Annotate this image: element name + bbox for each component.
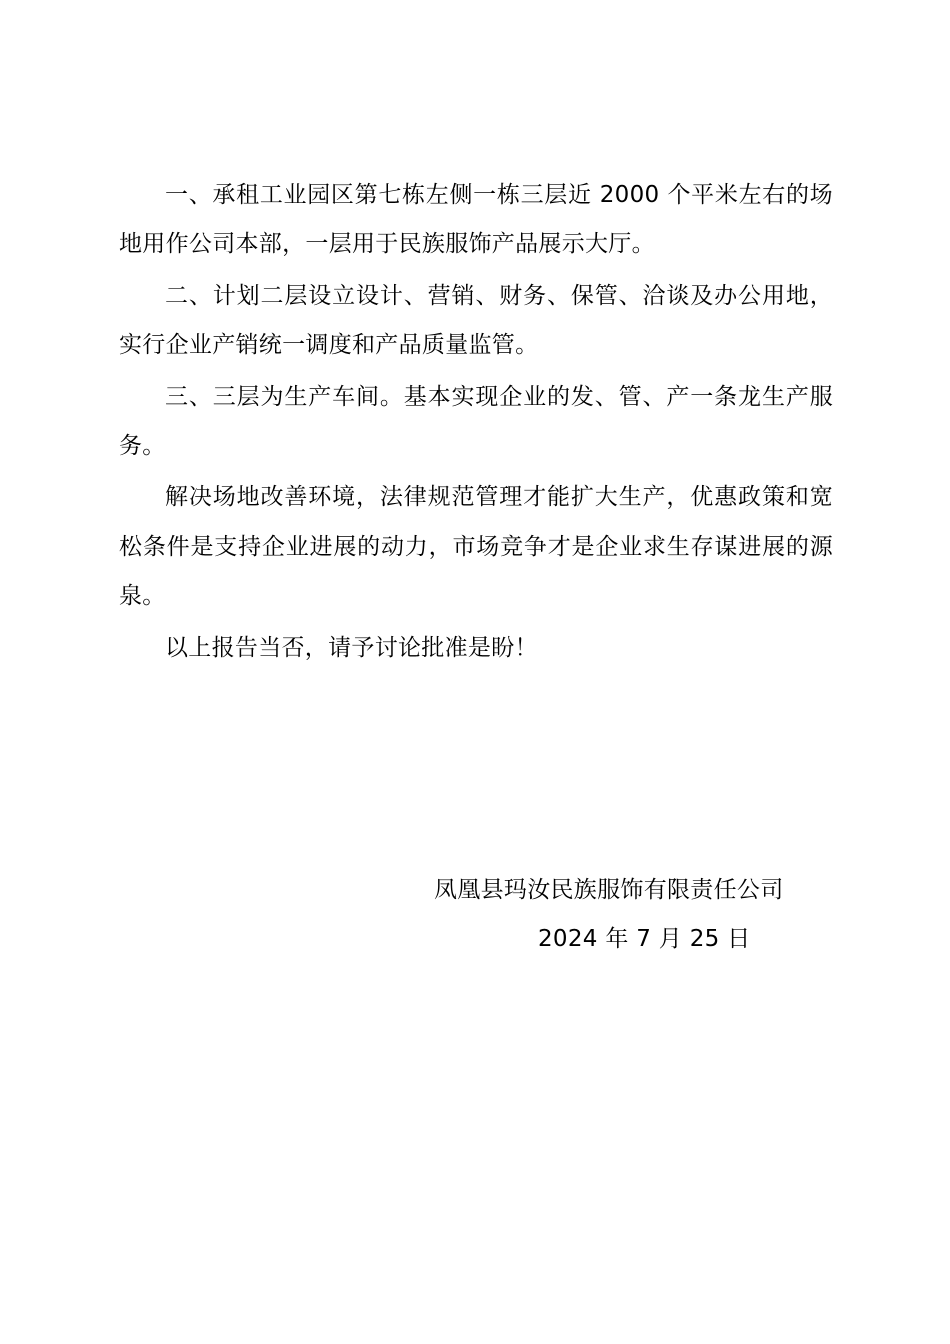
paragraph-3: 三、三层为生产车间。基本实现企业的发、管、产一条龙生产服务。 xyxy=(119,383,833,460)
paragraph-5: 以上报告当否，请予讨论批准是盼！ xyxy=(165,634,538,661)
report-body xyxy=(119,171,833,675)
company-name: 凤凰县玛汝民族服饰有限责任公司 xyxy=(434,877,784,903)
document-date: 2024 年 7 月 25 日 xyxy=(538,926,751,953)
signature-block xyxy=(420,866,850,965)
paragraph-1: 一、承租工业园区第七栋左侧一栋三层近 2000 个平米左右的场地用作公司本部，一层用于民族服饰产品展示大厅。 xyxy=(119,182,833,258)
paragraph-4: 解决场地改善环境，法律规范管理才能扩大生产，优惠政策和宽松条件是支持企业进展的动力，市场竞争才是企业求生存谋进展的源泉。 xyxy=(119,484,833,610)
paragraph-2: 二、计划二层设立设计、营销、财务、保管、洽谈及办公用地，实行企业产销统一调度和产品质量监管。 xyxy=(119,282,833,359)
